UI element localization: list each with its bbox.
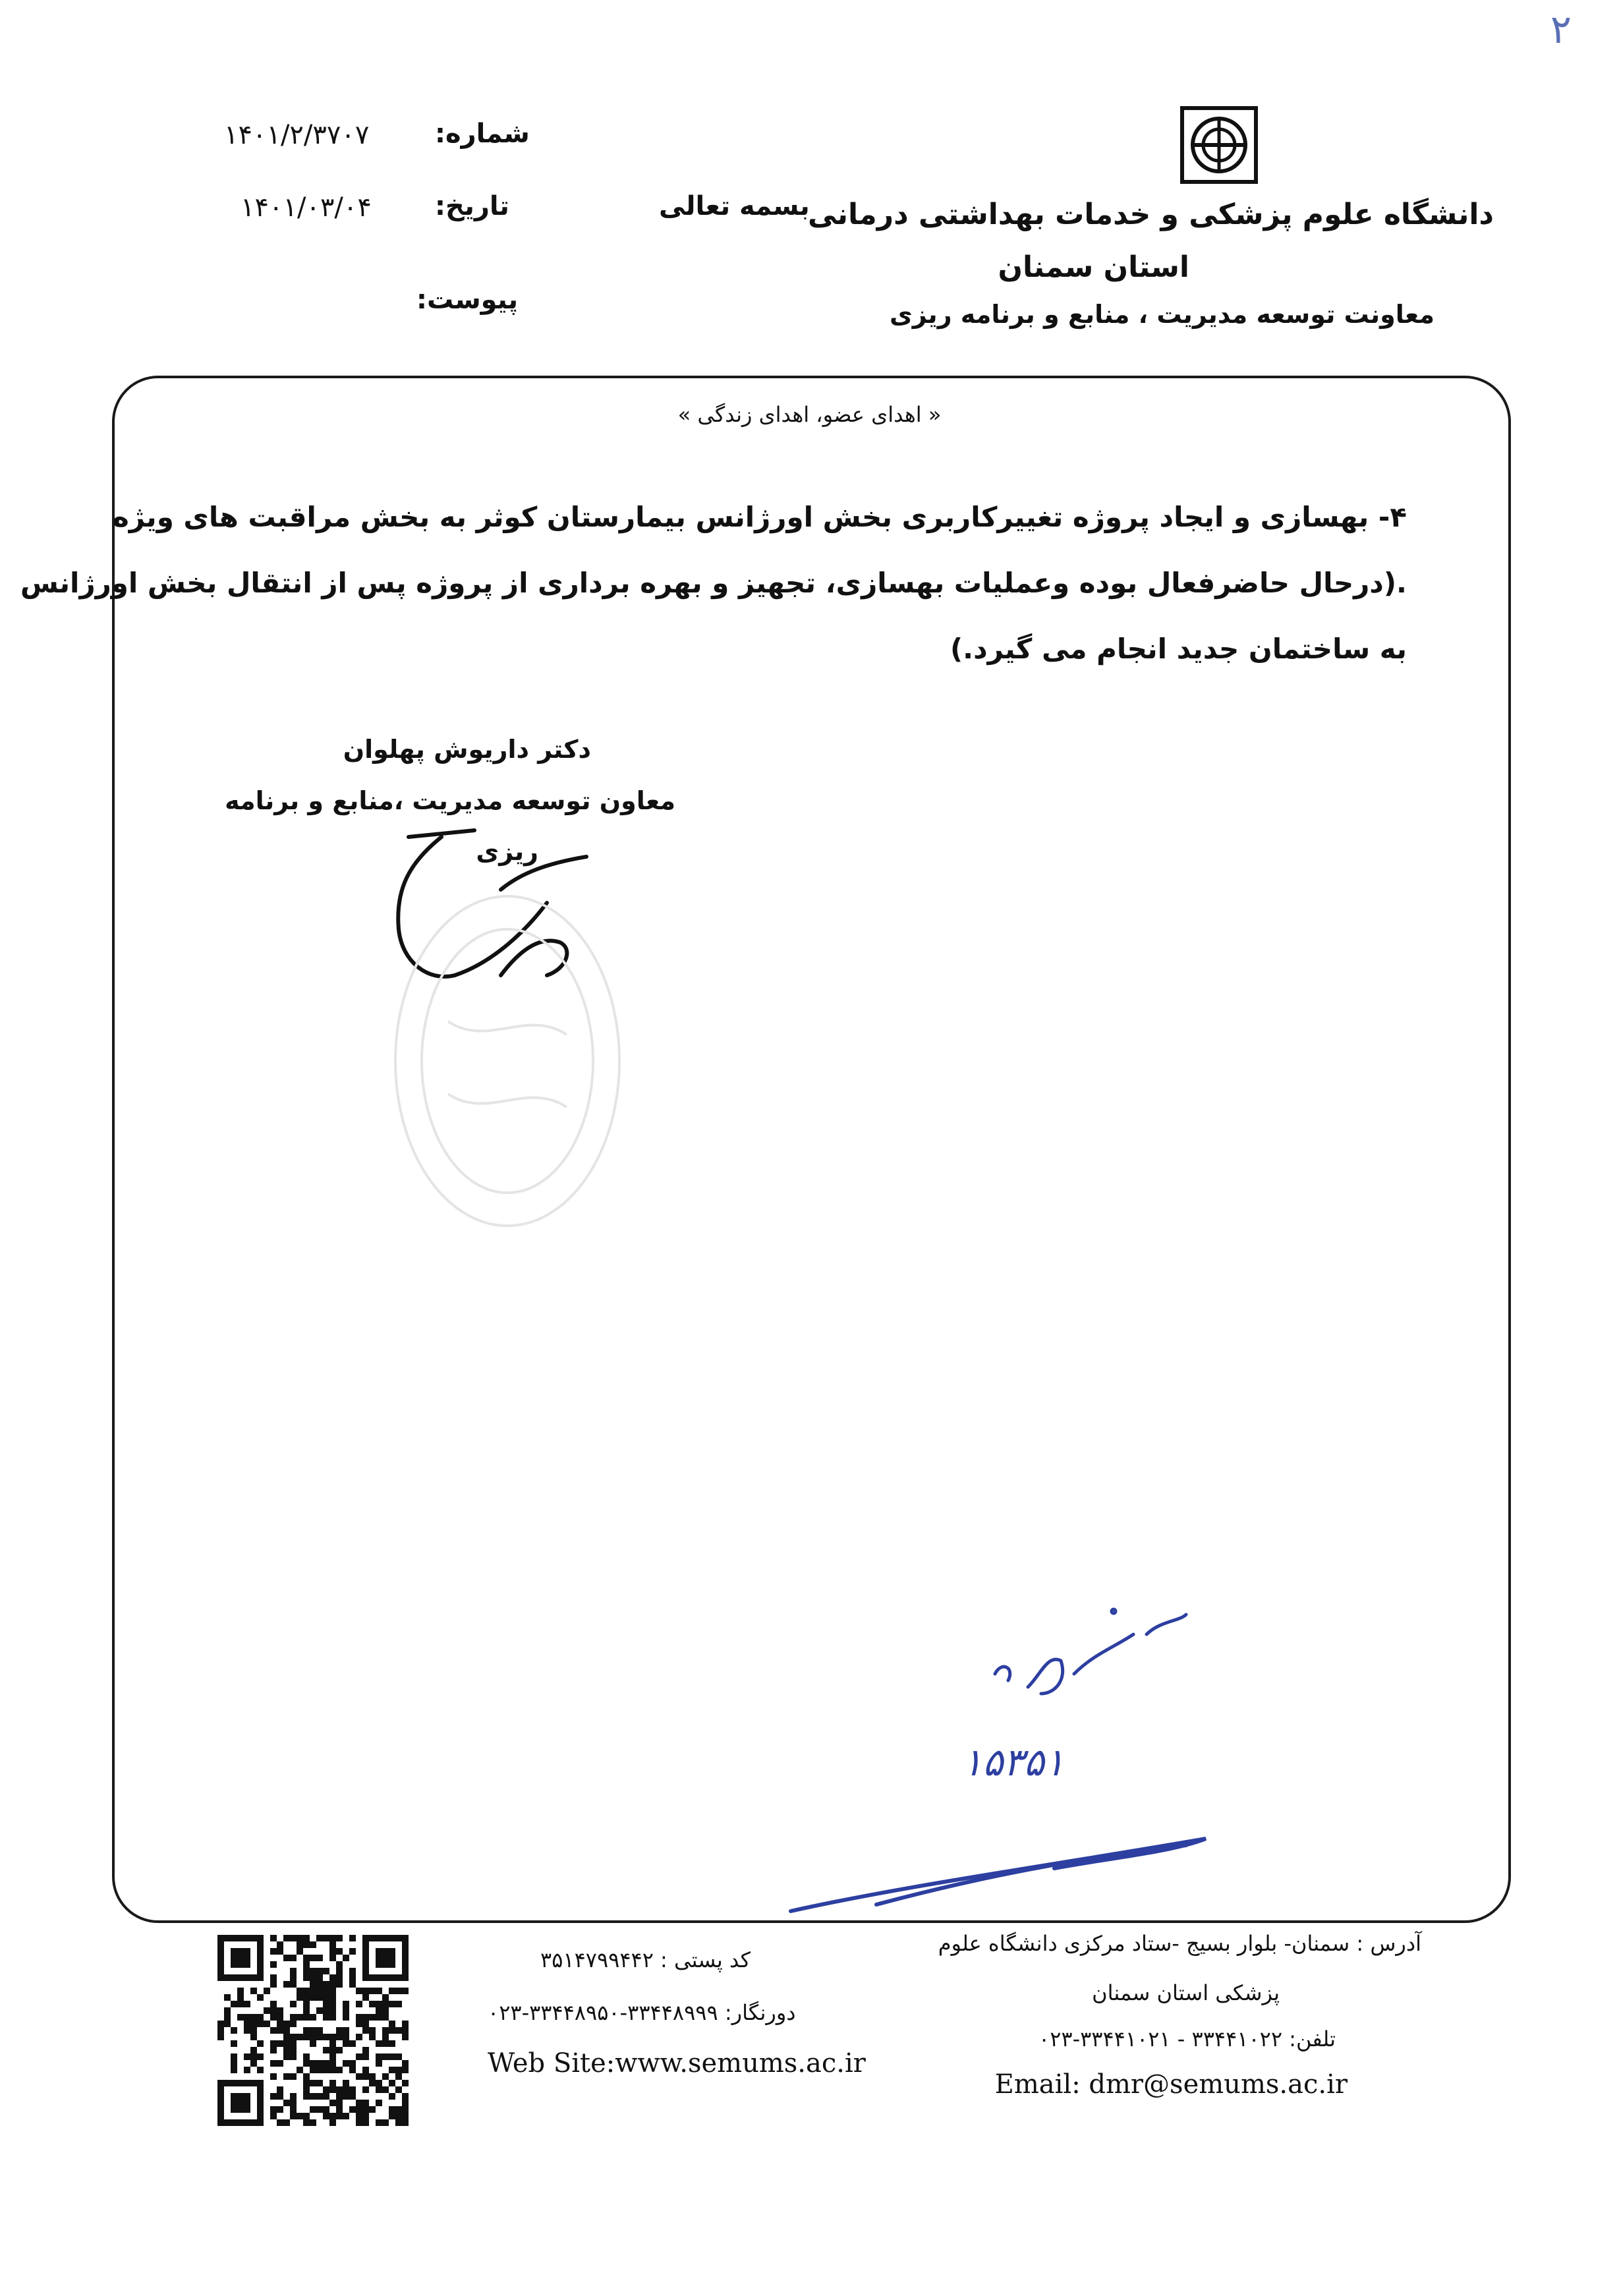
attachment-label: پیوست: bbox=[416, 285, 519, 315]
footer-website: Web Site:www.semums.ac.ir bbox=[488, 2048, 866, 2079]
basmala: بسمه تعالی bbox=[659, 191, 810, 221]
org-department: معاونت توسعه مدیریت ، منابع و برنامه ریزی bbox=[889, 300, 1434, 329]
body-line-3: به ساختمان جدید انجام می گیرد.) bbox=[950, 633, 1407, 665]
handwritten-number: ۱۵۳۵۱ bbox=[962, 1740, 1065, 1785]
org-province: استان سمنان bbox=[998, 250, 1189, 284]
footer-email: Email: dmr@semums.ac.ir bbox=[994, 2069, 1348, 2100]
university-logo bbox=[1179, 105, 1259, 185]
body-line-1: ۴- بهسازی و ایجاد پروژه تغییرکاربری بخش اورژانس بیمارستان کوثر به بخش مراقبت های ویژه bbox=[113, 501, 1407, 533]
signatory-name: دکتر داریوش پهلوان bbox=[343, 735, 591, 764]
date-value: ۱۴۰۱/۰۳/۰۴ bbox=[241, 192, 372, 223]
slogan: « اهدای عضو، اهدای زندگی » bbox=[677, 402, 942, 427]
footer-fax: دورنگار: ۳۳۴۴۸۹۹۹-۳۳۴۴۸۹۵۰-۰۲۳ bbox=[488, 2000, 796, 2025]
ink-stroke bbox=[778, 1806, 1239, 1940]
qr-code-image bbox=[217, 1931, 410, 2130]
page-number-mark: ۲ bbox=[1550, 7, 1572, 53]
handwritten-annotation bbox=[982, 1595, 1206, 1729]
footer-address-line1: آدرس : سمنان- بلوار بسیج -ستاد مرکزی دانشگاه علوم bbox=[938, 1931, 1421, 1956]
signatory-title-cont: ریزی bbox=[476, 837, 538, 866]
body-line-2: .(درحال حاضرفعال بوده وعملیات بهسازی، تجهیز و بهره برداری از پروژه پس از انتقال بخش اورژانس bbox=[20, 567, 1407, 599]
footer-postal-code: کد پستی : ۳۵۱۴۷۹۹۴۴۲ bbox=[540, 1947, 751, 1972]
date-label: تاریخ: bbox=[435, 191, 509, 221]
faint-seal bbox=[369, 876, 646, 1248]
footer-address-line2: پزشکی استان سمنان bbox=[1092, 1980, 1280, 2005]
number-label: شماره: bbox=[435, 119, 530, 149]
number-value: ۱۴۰۱/۲/۳۷۰۷ bbox=[224, 120, 370, 150]
footer-phone: تلفن: ۳۳۴۴۱۰۲۲ - ۳۳۴۴۱۰۲۱-۰۲۳ bbox=[1038, 2026, 1336, 2052]
content-frame bbox=[112, 376, 1511, 1923]
signatory-title: معاون توسعه مدیریت ،منابع و برنامه bbox=[225, 786, 675, 815]
org-name: دانشگاه علوم پزشکی و خدمات بهداشتی درمانی bbox=[807, 198, 1494, 231]
